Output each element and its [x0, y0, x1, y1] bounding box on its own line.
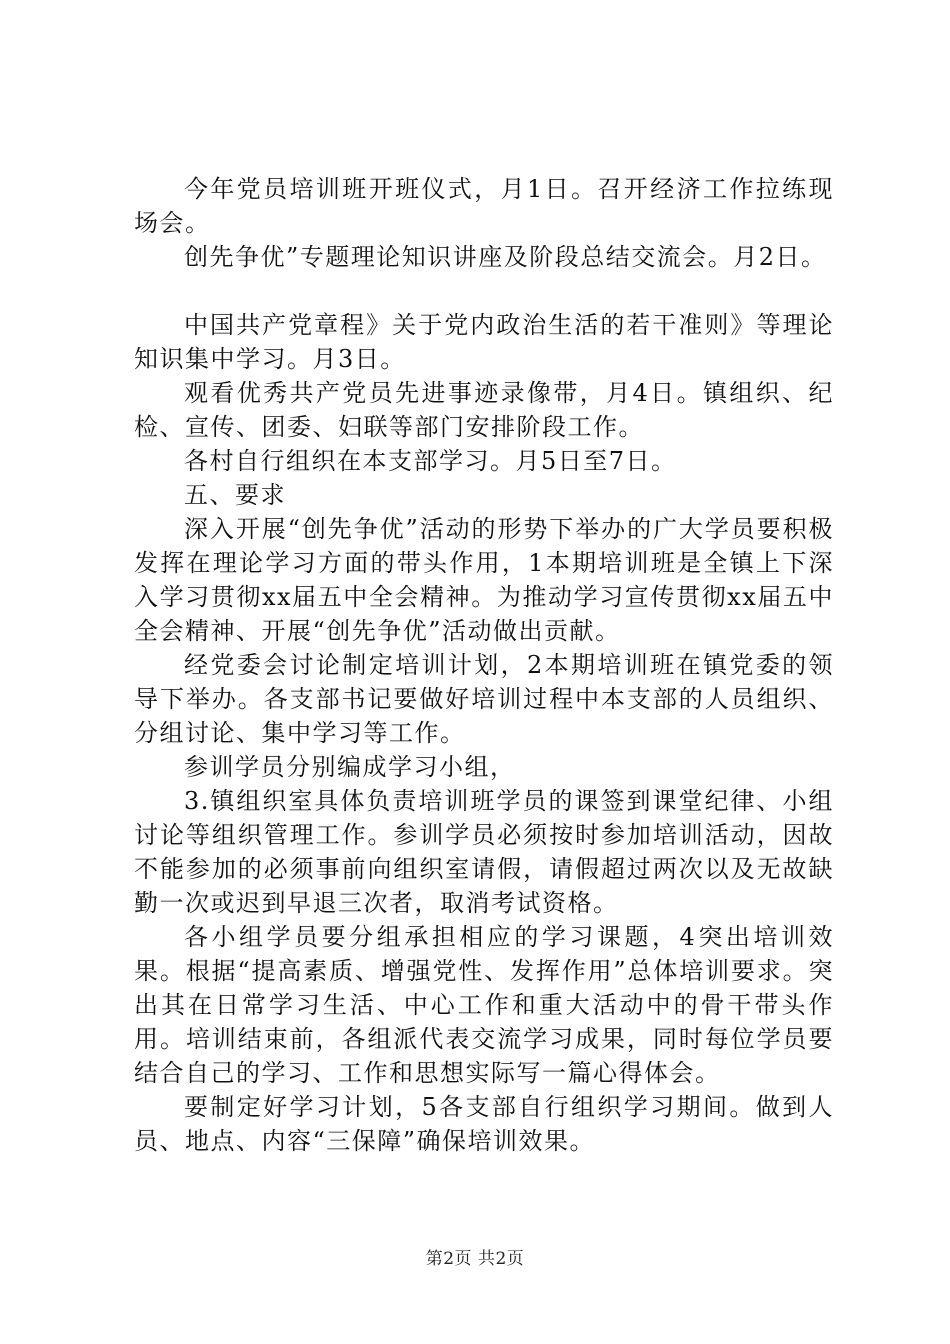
paragraph-video: 观看优秀共产党员先进事迹录像带，月4日。镇组织、纪检、宣传、团委、妇联等部门安排阶段工作。 — [134, 379, 834, 441]
paragraph-training-opening: 今年党员培训班开班仪式，月1日。召开经济工作拉练现场会。 — [134, 175, 834, 237]
paragraph-lecture: 创先争优”专题理论知识讲座及阶段总结交流会。月2日。 — [184, 243, 827, 271]
paragraph-requirement-5: 要制定好学习计划，5各支部自行组织学习期间。做到人员、地点、内容“三保障”确保培训效果。 — [134, 1093, 834, 1155]
paragraph-village-study: 各村自行组织在本支部学习。月5日至7日。 — [184, 447, 677, 475]
page-number-footer: 第2页 共2页 — [425, 1249, 525, 1269]
paragraph-requirement-2: 经党委会讨论制定培训计划，2本期培训班在镇党委的领导下举办。各支部书记要做好培训过程中本支部的人员组织、分组讨论、集中学习等工作。 — [134, 651, 834, 747]
document-body — [134, 172, 834, 1158]
paragraph-requirement-3: 3.镇组织室具体负责培训班学员的课签到课堂纪律、小组讨论等组织管理工作。参训学员必须按时参加培训活动，因故不能参加的必须事前向组织室请假，请假超过两次以及无故缺勤一次或迟到早退三次者，取消考试资格。 — [134, 787, 834, 917]
section-heading-requirements: 五、要求 — [184, 481, 286, 509]
paragraph-requirement-1: 深入开展“创先争优”活动的形势下举办的广大学员要积极发挥在理论学习方面的带头作用，1本期培训班是全镇上下深入学习贯彻xx届五中全会精神。为推动学习宣传贯彻xx届五中全会精神、开展“创先争优”活动做出贡献。 — [134, 515, 834, 645]
paragraph-study-groups: 参训学员分别编成学习小组， — [184, 753, 516, 781]
paragraph-party-constitution: 中国共产党章程》关于党内政治生活的若干准则》等理论知识集中学习。月3日。 — [134, 311, 834, 373]
paragraph-requirement-4: 各小组学员要分组承担相应的学习课题，4突出培训效果。根据“提高素质、增强党性、发挥作用”总体培训要求。突出其在日常学习生活、中心工作和重大活动中的骨干带头作用。培训结束前，各组派代表交流学习成果，同时每位学员要结合自己的学习、工作和思想实际写一篇心得体会。 — [134, 923, 834, 1087]
